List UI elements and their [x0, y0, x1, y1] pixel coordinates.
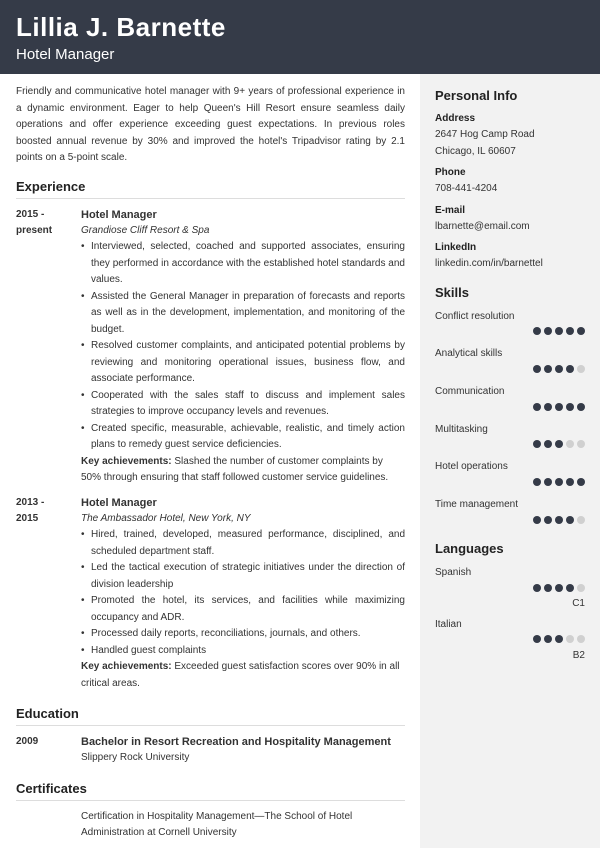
- list-item: • Promoted the hotel, its services, and facilities while maximizing occupancy and ADR.: [91, 593, 405, 626]
- list-item: • Cooperated with the sales staff to discuss and implement sales strategies to improve occupancy levels and revenues.: [91, 388, 405, 421]
- language-level: B2: [572, 650, 585, 661]
- rating-dot-filled: [544, 516, 552, 524]
- school: Slippery Rock University: [81, 752, 190, 763]
- rating-dot-empty: [577, 440, 585, 448]
- personal-info-heading: Personal Info: [435, 88, 518, 103]
- rating-dot-filled: [533, 478, 541, 486]
- job-date: [16, 207, 76, 240]
- rating-dot-empty: [577, 584, 585, 592]
- job-date-start: 2015 -: [16, 208, 45, 220]
- rating-dot-filled: [566, 365, 574, 373]
- rating-dot-empty: [566, 635, 574, 643]
- job-bullets: [81, 527, 405, 659]
- ach-text: Exceeded guest satisfaction scores over 90% in all critical areas.: [81, 661, 400, 689]
- job-bullets: [81, 239, 405, 454]
- skill-name: Multitasking: [435, 424, 488, 435]
- list-item: • Led the tactical execution of strategic initiatives under the direction of division leadership: [91, 560, 405, 593]
- rating-dot-filled: [533, 403, 541, 411]
- rating-dot-filled: [544, 584, 552, 592]
- rating-dot-filled: [544, 478, 552, 486]
- skill-name: Analytical skills: [435, 348, 503, 359]
- rating-dot-filled: [577, 478, 585, 486]
- linkedin-label: LinkedIn: [435, 242, 477, 253]
- summary: Friendly and communicative hotel manager with 9+ years of professional experience in a dynamic environment. Eager to help Queen's Hill Resort ensure seamless daily operations and offer experience exceeding guest expectations. In previous roles boosted annual revenue by 30% and improved the hotel's Tripadvisor rating by 2.1 points on a 5-point scale.: [16, 86, 405, 163]
- rating-dot-filled: [533, 365, 541, 373]
- language-name: Italian: [435, 619, 462, 630]
- rating-dot-filled: [555, 440, 563, 448]
- rating-dot-filled: [533, 635, 541, 643]
- language-rating: [533, 635, 585, 643]
- rating-dot-filled: [566, 478, 574, 486]
- certificates-heading: Certificates: [16, 781, 405, 801]
- rating-dot-filled: [533, 440, 541, 448]
- rating-dot-filled: [533, 516, 541, 524]
- rating-dot-filled: [555, 635, 563, 643]
- rating-dot-filled: [544, 327, 552, 335]
- job-date-end: present: [16, 225, 53, 236]
- skill-rating: [533, 478, 585, 486]
- skill-name: Time management: [435, 499, 518, 510]
- rating-dot-filled: [566, 584, 574, 592]
- phone-label: Phone: [435, 167, 466, 178]
- ach-text: Slashed the number of customer complaints by 50% through ensuring that staff followed customer service guidelines.: [81, 455, 389, 483]
- skill-name: Hotel operations: [435, 461, 508, 472]
- job-title: Hotel Manager: [81, 208, 157, 221]
- job-title: Hotel Manager: [81, 496, 157, 509]
- key-achievements: [81, 659, 405, 692]
- education-entry: [16, 734, 405, 767]
- list-item: • Processed daily reports, reconciliations, journals, and others.: [91, 626, 405, 643]
- list-item: • Created specific, measurable, achievable, realistic, and timely action plans to remedy guest service deficiencies.: [91, 421, 405, 454]
- rating-dot-filled: [544, 440, 552, 448]
- rating-dot-filled: [555, 478, 563, 486]
- linkedin-value: linkedin.com/in/barnettel: [435, 258, 543, 269]
- education-year: 2009: [16, 736, 39, 747]
- skill-rating: [533, 327, 585, 335]
- rating-dot-empty: [577, 365, 585, 373]
- rating-dot-filled: [555, 403, 563, 411]
- skill-rating: [533, 403, 585, 411]
- main-column: [16, 84, 405, 842]
- rating-dot-filled: [544, 365, 552, 373]
- list-item: • Handled guest complaints: [91, 643, 405, 660]
- skill-rating: [533, 440, 585, 448]
- list-item: • Interviewed, selected, coached and supported associates, ensuring they performed in accordance with the established hotel standards and values.: [91, 239, 405, 289]
- rating-dot-filled: [533, 327, 541, 335]
- rating-dot-filled: [555, 327, 563, 335]
- skill-name: Conflict resolution: [435, 311, 515, 322]
- experience-heading: Experience: [16, 179, 405, 199]
- rating-dot-filled: [566, 327, 574, 335]
- list-item: • Resolved customer complaints, and anticipated potential problems by reviewing and monitoring operational issues, business flow, and associate performance.: [91, 338, 405, 388]
- job-entry: [16, 495, 405, 693]
- skills-heading: Skills: [435, 285, 469, 300]
- rating-dot-filled: [544, 635, 552, 643]
- address-line-2: Chicago, IL 60607: [435, 146, 516, 157]
- rating-dot-filled: [566, 403, 574, 411]
- candidate-name: Lillia J. Barnette: [16, 12, 226, 42]
- rating-dot-filled: [533, 584, 541, 592]
- language-rating: [533, 584, 585, 592]
- language-level: C1: [572, 598, 585, 609]
- job-date-start: 2013 -: [16, 496, 45, 508]
- skill-rating: [533, 365, 585, 373]
- list-item: • Hired, trained, developed, measured performance, disciplined, and scheduled department staff.: [91, 527, 405, 560]
- language-name: Spanish: [435, 567, 472, 578]
- education-heading: Education: [16, 706, 405, 726]
- email-label: E-mail: [435, 205, 466, 216]
- job-company: Grandiose Cliff Resort & Spa: [81, 224, 210, 236]
- languages-heading: Languages: [435, 541, 504, 556]
- candidate-title: Hotel Manager: [16, 46, 115, 63]
- rating-dot-filled: [577, 327, 585, 335]
- job-entry: [16, 207, 405, 487]
- phone-value: 708-441-4204: [435, 183, 498, 194]
- rating-dot-filled: [555, 365, 563, 373]
- rating-dot-filled: [544, 403, 552, 411]
- rating-dot-filled: [566, 516, 574, 524]
- degree: Bachelor in Resort Recreation and Hospitality Management: [81, 736, 391, 748]
- certificate-text: Certification in Hospitality Management—The School of Hotel Administration at Cornell University: [81, 810, 353, 838]
- skill-rating: [533, 516, 585, 524]
- email-value: lbarnette@email.com: [435, 221, 530, 232]
- ach-label: Key achievements:: [81, 661, 172, 672]
- job-date-end: 2015: [16, 513, 39, 524]
- list-item: • Assisted the General Manager in preparation of forecasts and reports as well as in the development, implementation, and monitoring of the budget.: [91, 289, 405, 339]
- job-company: The Ambassador Hotel, New York, NY: [81, 512, 251, 524]
- rating-dot-filled: [555, 516, 563, 524]
- ach-label: Key achievements:: [81, 455, 172, 467]
- rating-dot-filled: [577, 403, 585, 411]
- key-achievements: [81, 454, 405, 487]
- job-date: [16, 495, 76, 528]
- rating-dot-filled: [555, 584, 563, 592]
- rating-dot-empty: [566, 440, 574, 448]
- resume-header: [0, 0, 600, 74]
- rating-dot-empty: [577, 516, 585, 524]
- skill-name: Communication: [435, 386, 505, 397]
- rating-dot-empty: [577, 635, 585, 643]
- address-line-1: 2647 Hog Camp Road: [435, 129, 535, 140]
- certificate-entry: [16, 809, 405, 842]
- address-label: Address: [435, 113, 476, 124]
